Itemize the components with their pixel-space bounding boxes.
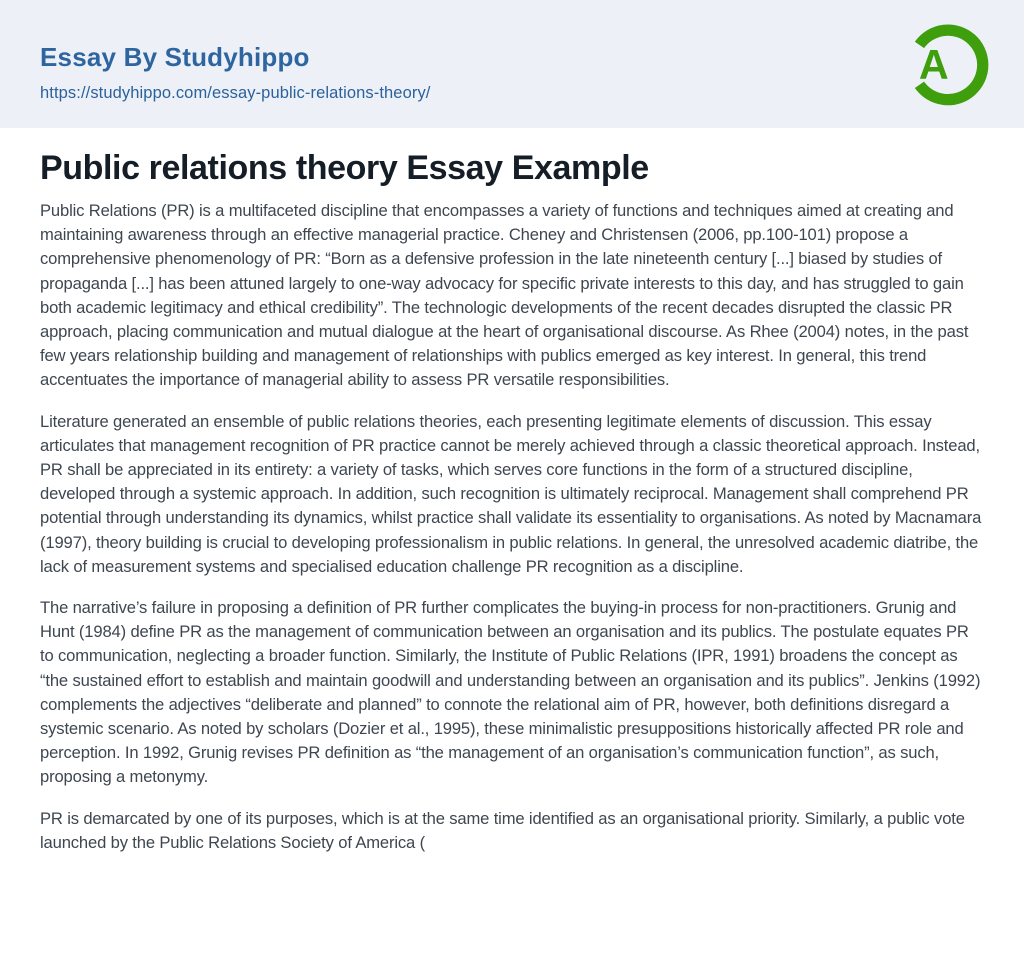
- logo-svg: [900, 16, 994, 110]
- logo-letter: A: [918, 41, 949, 88]
- essay-paragraph-3: The narrative’s failure in proposing a definition of PR further complicates the buying-in process for non-practitioners. Grunig and Hunt (1984) define PR as the management of communication between an organisation and its publics. The postulate equates PR to communication, neglecting a broader function. Similarly, the Institute of Public Relations (IPR, 1991) broadens the concept as “the sustained effort to establish and maintain goodwill and understanding between an organisation and its publics”. Jenkins (1992) complements the adjectives “deliberate and planned” to connote the relational aim of PR, however, both definitions disregard a systemic scenario. As noted by scholars (Dozier et al., 1995), these minimalistic presuppositions historically affected PR role and perception. In 1992, Grunig revises PR definition as “the management of an organisation’s communication function”, as such, proposing a metonymy.: [40, 598, 981, 787]
- studyhippo-logo: [900, 16, 994, 110]
- essay-article: [0, 149, 1024, 855]
- essay-paragraph-1: Public Relations (PR) is a multifaceted discipline that encompasses a variety of functions and techniques aimed at creating and maintaining awareness through an effective managerial practice. Cheney and Christensen (2006, pp.100-101) propose a comprehensive phenomenology of PR: “Born as a defensive profession in the late nineteenth century [...] biased by studies of propaganda [...] has been attuned largely to one-way advocacy for specific private interests to this day, and has struggled to gain both academic legitimacy and ethical credibility”. The technologic developments of the recent decades disrupted the classic PR approach, placing communication and mutual dialogue at the heart of organisational discourse. As Rhee (2004) notes, in the past few years relationship building and management of relationships with publics emerged as key interest. In general, this trend accentuates the importance of managerial ability to assess PR versatile responsibilities.: [40, 201, 969, 390]
- essay-paragraph-4: PR is demarcated by one of its purposes, which is at the same time identified as an organisational priority. Similarly, a public vote launched by the Public Relations Society of America (: [40, 808, 965, 852]
- essay-title: Public relations theory Essay Example: [40, 149, 649, 187]
- site-title: Essay By Studyhippo: [40, 42, 310, 72]
- essay-paragraph-2: Literature generated an ensemble of public relations theories, each presenting legitimate elements of discussion. This essay articulates that management recognition of PR practice cannot be merely achieved through a classic theoretical approach. Instead, PR shall be appreciated in its entirety: a variety of tasks, which serves core functions in the form of a structured discipline, developed through a systemic approach. In addition, such recognition is ultimately reciprocal. Management shall comprehend PR potential through understanding its dynamics, whilst practice shall validate its essentiality to organisations. As noted by Macnamara (1997), theory building is crucial to developing professionalism in public relations. In general, the unresolved academic diatribe, the lack of measurement systems and specialised education challenge PR recognition as a discipline.: [40, 411, 982, 576]
- page-header: [0, 0, 1024, 128]
- essay-source-link[interactable]: https://studyhippo.com/essay-public-relations-theory/: [40, 84, 431, 102]
